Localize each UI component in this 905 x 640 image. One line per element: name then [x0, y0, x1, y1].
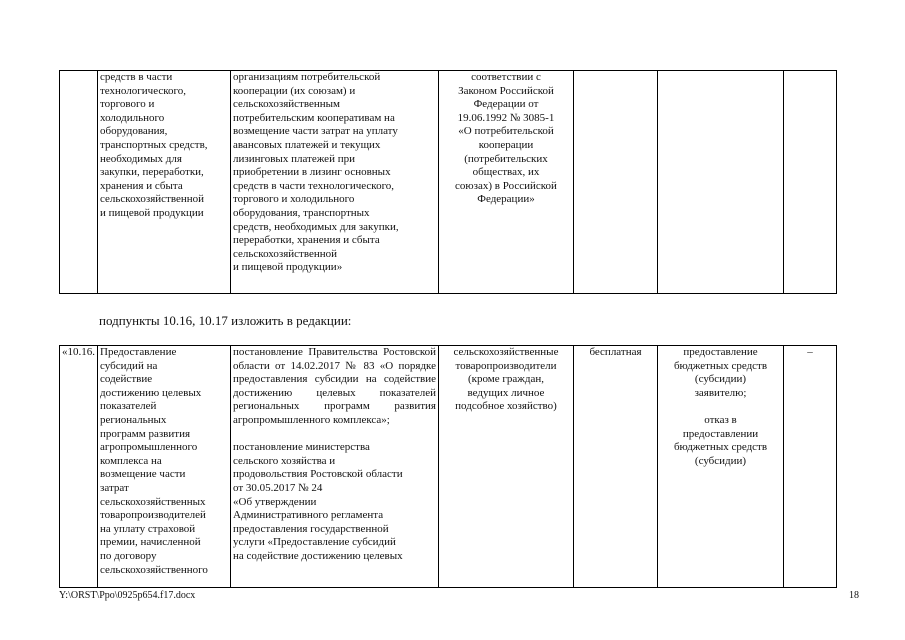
cell-extra: [784, 71, 837, 294]
cell-extra: –: [784, 346, 837, 588]
cell-applicants: сельскохозяйственные товаропроизводители (кроме граждан, ведущих личное подсобное хозяйство): [439, 346, 574, 588]
footer-file-path: Y:\ORST\Ppo\0925p654.f17.docx: [59, 590, 196, 601]
cell-number: «10.16.: [60, 346, 98, 588]
cell-result: предоставление бюджетных средств (субсидии) заявителю; отказ в предоставлении бюджетных средств (субсидии): [658, 346, 784, 588]
legal-basis-paragraph-2: постановление министерства сельского хозяйства и продовольствия Ростовской области от 30.05.2017 № 24 «Об утверждении Административного регламента предоставления государственной услуги «Предоставление субсидий на содействие достижению целевых: [233, 441, 403, 562]
table-row: [60, 71, 837, 294]
table-continuation: [59, 70, 837, 294]
cell-applicants: соответствии с Законом Российской Федерации от 19.06.1992 № 3085-1 «О потребительской кооперации (потребительских обществах, их союзах) в Российской Федерации»: [439, 71, 574, 294]
cell-legal-basis: организациям потребительской кооперации (их союзам) и сельскохозяйственным потребительским кооперативам на возмещение части затрат на уплату авансовых платежей и текущих лизинговых платежей при приобретении в лизинг основных средств в части технологического, торгового и холодильного оборудования, транспортных средств, необходимых для закупки, переработки, хранения и сбыта сельскохозяйственной и пищевой продукции»: [231, 71, 439, 294]
table-services: [59, 345, 837, 588]
cell-number: [60, 71, 98, 294]
cell-result: [658, 71, 784, 294]
table-row: [60, 346, 837, 588]
cell-fee: [574, 71, 658, 294]
legal-basis-paragraph-1: постановление Правительства Ростовской области от 14.02.2017 № 83 «О порядке предоставления субсидии на содействие достижению целевых показателей региональных программ развития агропромышленного комплекса»;: [233, 346, 436, 426]
section-heading: подпункты 10.16, 10.17 изложить в редакции:: [99, 313, 352, 328]
footer-page-number: 18: [849, 590, 859, 601]
cell-service-name: Предоставление субсидий на содействие достижению целевых показателей региональных программ развития агропромышленного комплекса на возмещение части затрат сельскохозяйственных товаропроизводителей на уплату страховой премии, начисленной по договору сельскохозяйственного: [98, 346, 231, 588]
cell-legal-basis: [231, 346, 439, 588]
cell-fee: бесплатная: [574, 346, 658, 588]
cell-service-name: средств в части технологического, торгового и холодильного оборудования, транспортных средств, необходимых для закупки, переработки, хранения и сбыта сельскохозяйственной и пищевой продукции: [98, 71, 231, 294]
